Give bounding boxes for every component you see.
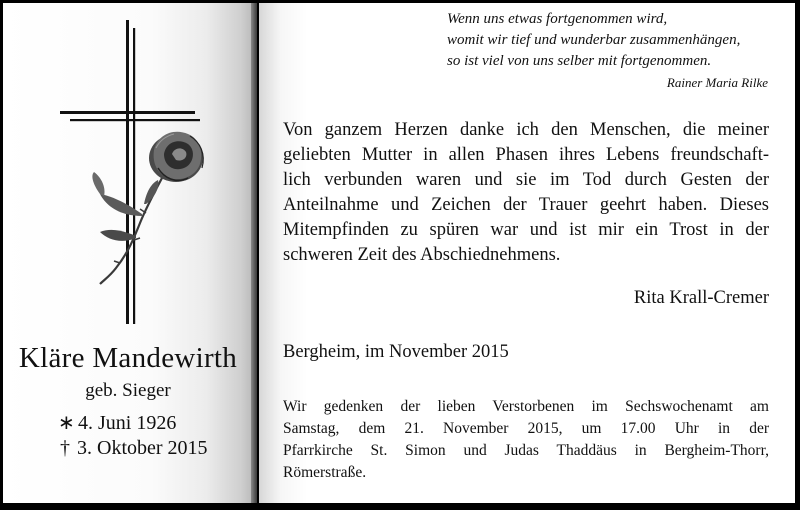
- memorial-service-notice: [283, 396, 769, 484]
- thanks-line: lich verbunden waren und sie im Tod durch Gesten der: [283, 170, 769, 190]
- thanks-paragraph: [283, 118, 769, 268]
- place-date: Bergheim, im November 2015: [283, 342, 509, 362]
- rilke-quote: [447, 9, 740, 72]
- quote-line: Wenn uns etwas fortgenommen wird,: [447, 11, 668, 27]
- maiden-name: geb. Sieger: [85, 380, 171, 401]
- death-date: 3. Oktober 2015: [77, 437, 208, 459]
- birth-star-icon: ∗: [58, 412, 75, 434]
- death-line: [57, 436, 208, 460]
- quote-line: so ist viel von uns selber mit fortgenommen.: [447, 53, 712, 69]
- quote-line: womit wir tief und wunderbar zusammenhängen,: [447, 32, 741, 48]
- birth-date: 4. Juni 1926: [78, 412, 177, 434]
- thanks-line: schweren Zeit des Abschiednehmens.: [283, 245, 561, 265]
- service-line: Römerstraße.: [283, 464, 367, 481]
- rose-icon: [92, 132, 203, 284]
- death-cross-icon: †: [60, 437, 70, 459]
- signature: Rita Krall-Cremer: [633, 288, 769, 308]
- thanks-line: geliebten Mutter in allen Phasen ihres Lebens freundschaft-: [283, 145, 769, 165]
- service-line: Samstag, dem 21. November 2015, um 17.00 Uhr in der: [283, 420, 769, 437]
- service-line: Wir gedenken der lieben Verstorbenen im Sechswochenamt am: [283, 398, 769, 415]
- birth-line: [58, 411, 176, 435]
- thanks-line: Anteilnahme und Zeichen der Trauer geehrt haben. Dieses: [283, 195, 769, 215]
- cross-and-rose-artwork: [50, 18, 220, 328]
- service-line: Pfarrkirche St. Simon und Judas Thaddäus in Bergheim-Thorr,: [283, 442, 769, 459]
- deceased-name: Kläre Mandewirth: [18, 342, 238, 374]
- book-spine: [251, 3, 257, 503]
- quote-author: Rainer Maria Rilke: [666, 75, 768, 90]
- thanks-line: Mitempfinden zu spüren war und ist mir ein Trost in der: [283, 220, 769, 240]
- thanks-line: Von ganzem Herzen danke ich den Menschen, die meiner: [283, 120, 769, 140]
